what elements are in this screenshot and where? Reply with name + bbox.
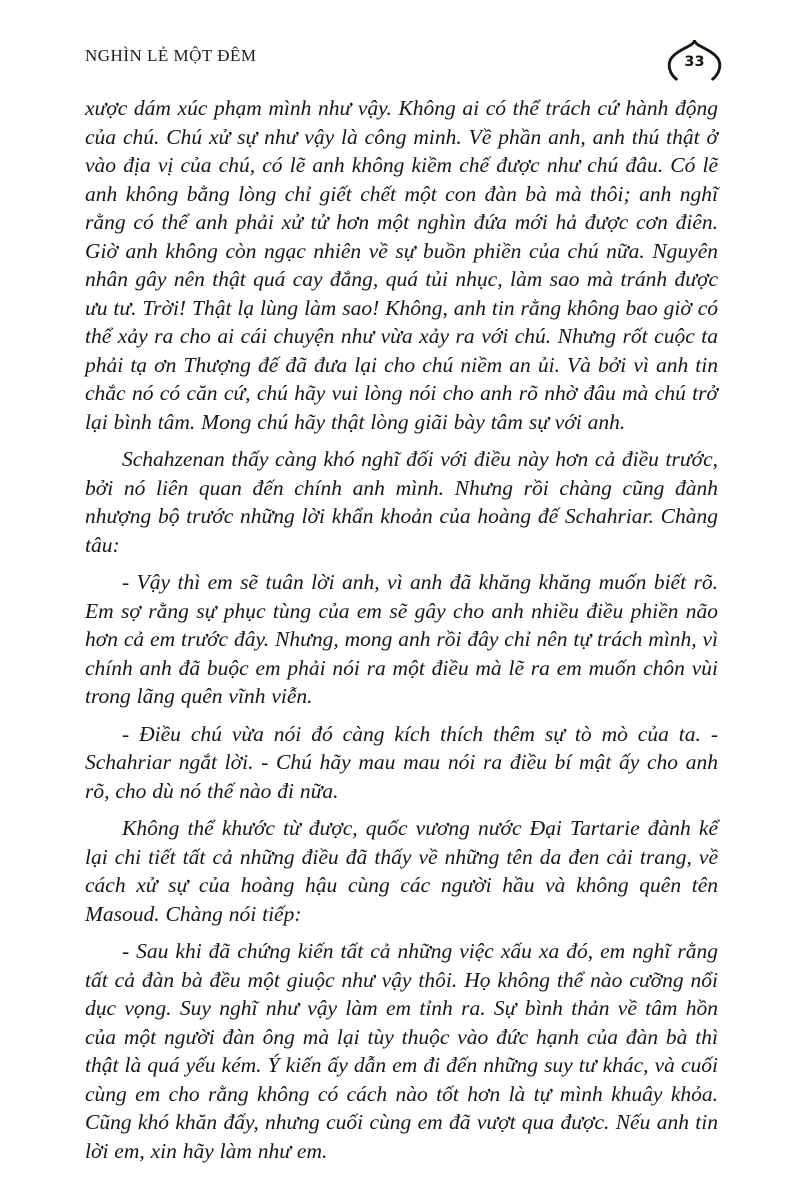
page-header xyxy=(85,40,723,81)
paragraph: Không thể khước từ được, quốc vương nước Đại Tartarie đành kể lại chi tiết tất cả những điều đã thấy về những tên da đen cải trang, về cách xử sự của hoàng hậu cùng các người hầu và không quên tên Masoud. Chàng nói tiếp: xyxy=(85,816,718,926)
paragraph: xược dám xúc phạm mình như vậy. Không ai có thể trách cứ hành động của chú. Chú xử sự như vậy là công minh. Về phần anh, anh thú thật ở vào địa vị của chú, có lẽ anh không kiềm chế được như chú đâu. Có lẽ anh không bằng lòng chỉ giết chết một con đàn bà mà thôi; anh nghĩ rằng có thể anh phải xử tử hơn một nghìn đứa mới hả được cơn điên. Giờ anh không còn ngạc nhiên về sự buồn phiền của chú nữa. Nguyên nhân gây nên thật quá cay đắng, quá tủi nhục, làm sao mà tránh được ưu tư. Trời! Thật lạ lùng làm sao! Không, anh tin rằng không bao giờ có thể xảy ra cho ai cái chuyện như vừa xảy ra với chú. Nhưng rốt cuộc ta phải tạ ơn Thượng đế đã đưa lại cho chú niềm an ủi. Và bởi vì anh tin chắc nó có căn cứ, chú hãy vui lòng nói cho anh rõ nhờ đâu mà chú trở lại bình tâm. Mong chú hãy thật lòng giãi bày tâm sự với anh. xyxy=(85,96,718,434)
page-number-ornament xyxy=(666,40,723,81)
paragraph: - Vậy thì em sẽ tuân lời anh, vì anh đã khăng khăng muốn biết rõ. Em sợ rằng sự phục tùng của em sẽ gây cho anh nhiều điều phiền não hơn cả em trước đây. Nhưng, mong anh rồi đây chỉ nên tự trách mình, vì chính anh đã buộc em phải nói ra một điều mà lẽ ra em muốn chôn vùi trong lãng quên vĩnh viễn. xyxy=(85,570,718,708)
paragraph: - Sau khi đã chứng kiến tất cả những việc xấu xa đó, em nghĩ rằng tất cả đàn bà đều một giuộc như vậy thôi. Họ không thể nào cưỡng nổi dục vọng. Suy nghĩ như vậy làm em tỉnh ra. Sự bình thản về tâm hồn của một người đàn ông mà lại tùy thuộc vào đức hạnh của đàn bà thì thật là quá yếu kém. Ý kiến ấy dẫn em đi đến những suy tư khác, và cuối cùng em cho rằng không có cách nào tốt hơn là tự mình khuây khỏa. Cũng khó khăn đấy, nhưng cuối cùng em đã vượt qua được. Nếu anh tin lời em, xin hãy làm như em. xyxy=(85,939,718,1163)
page-number: 33 xyxy=(684,54,705,70)
paragraph: Schahzenan thấy càng khó nghĩ đối với điều này hơn cả điều trước, bởi nó liên quan đến chính anh mình. Nhưng rồi chàng cũng đành nhượng bộ trước những lời khẩn khoản của hoàng đế Schahriar. Chàng tâu: xyxy=(85,447,718,557)
running-title: NGHÌN LẺ MỘT ĐÊM xyxy=(85,46,257,65)
page-body xyxy=(85,94,718,1174)
text-block xyxy=(85,94,718,1165)
paragraph: - Điều chú vừa nói đó càng kích thích thêm sự tò mò của ta. - Schahriar ngắt lời. - Chú hãy mau mau nói ra điều bí mật ấy cho anh rõ, cho dù nó thế nào đi nữa. xyxy=(85,721,718,803)
